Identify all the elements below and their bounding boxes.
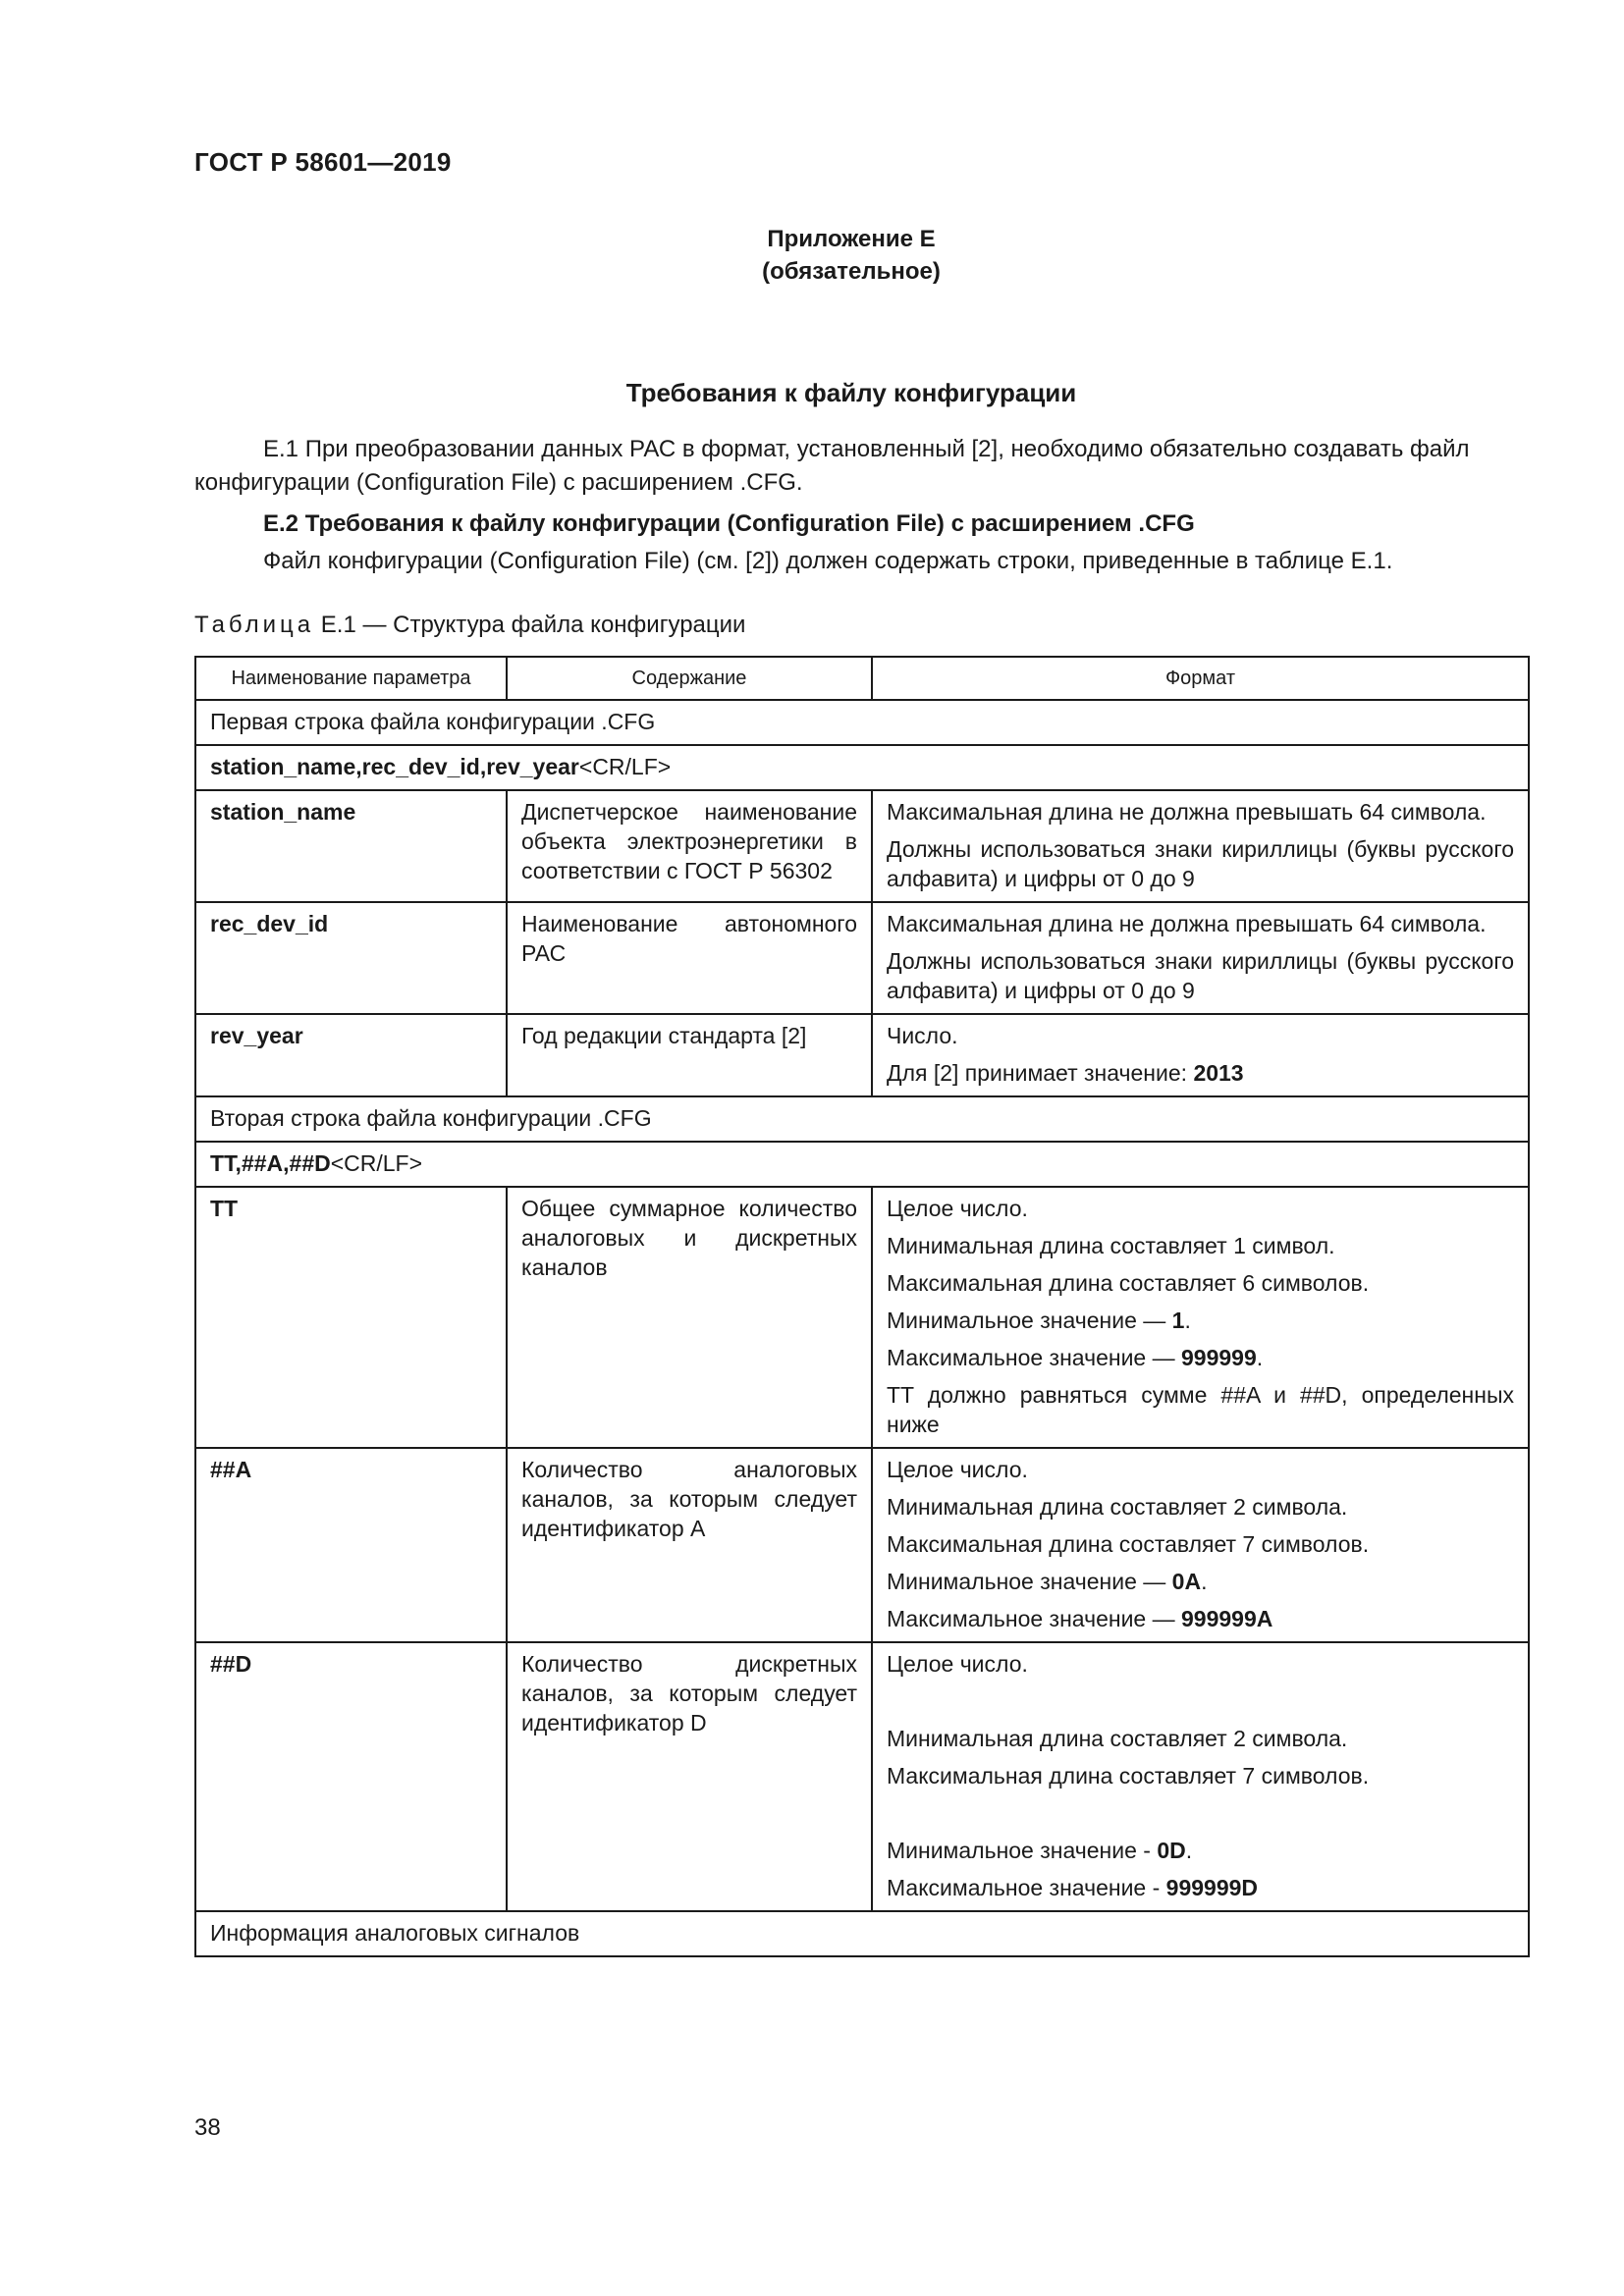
- format-value: 2013: [1193, 1060, 1244, 1086]
- param-content: Общее суммарное количество аналоговых и дискретных каналов: [507, 1187, 872, 1448]
- section-analog-info: Информация аналоговых сигналов: [195, 1911, 1529, 1956]
- format-line: Число.: [887, 1023, 958, 1048]
- section-row-first-line: [195, 700, 1529, 745]
- format-text: .: [1185, 1838, 1193, 1863]
- format-line: Минимальная длина составляет 2 символа.: [887, 1726, 1348, 1751]
- appendix-title: Приложение Е: [767, 226, 936, 252]
- line-format-row-1: [195, 745, 1529, 790]
- format-line: Должны использоваться знаки кириллицы (буквы русского алфавита) и цифры от 0 до 9: [887, 948, 1514, 1003]
- param-format: [872, 1014, 1529, 1096]
- section-second-line: Вторая строка файла конфигурации .CFG: [195, 1096, 1529, 1142]
- format-text: .: [1201, 1569, 1208, 1594]
- line1-fields: station_name,rec_dev_id,rev_year: [210, 754, 579, 779]
- param-name: ##D: [195, 1642, 507, 1911]
- table-caption-prefix: Таблица: [194, 612, 315, 638]
- paragraph-e1: Е.1 При преобразовании данных РАС в формат, установленный [2], необходимо обязательно создавать файл конфигурации (Configuration File) с расширением .CFG.: [194, 436, 1470, 496]
- format-text: Для [2] принимает значение:: [887, 1060, 1194, 1086]
- param-content: Количество дискретных каналов, за которым следует идентификатор D: [507, 1642, 872, 1911]
- format-line: Максимальная длина не должна превышать 64 символа.: [887, 911, 1487, 936]
- table-row-analog-count: [195, 1448, 1529, 1642]
- section-row-analog-info: [195, 1911, 1529, 1956]
- param-name: rec_dev_id: [195, 902, 507, 1014]
- format-line: [887, 1306, 1514, 1335]
- line2-fields: TT,##A,##D: [210, 1150, 331, 1176]
- table-row-rec-dev-id: [195, 902, 1529, 1014]
- param-content: Год редакции стандарта [2]: [507, 1014, 872, 1096]
- param-content: Количество аналоговых каналов, за которым следует идентификатор А: [507, 1448, 872, 1642]
- line1-terminator: <CR/LF>: [578, 754, 672, 779]
- header-parameter-name: Наименование параметра: [195, 657, 507, 700]
- format-value: 1: [1171, 1308, 1185, 1333]
- param-format: [872, 1642, 1529, 1911]
- format-value: 999999D: [1165, 1875, 1259, 1900]
- format-text: .: [1184, 1308, 1191, 1333]
- table-header-row: [195, 657, 1529, 700]
- format-text: Максимальное значение -: [887, 1875, 1166, 1900]
- format-line: Минимальная длина составляет 1 символ.: [887, 1233, 1335, 1258]
- header-content: Содержание: [507, 657, 872, 700]
- config-structure-table: [194, 656, 1530, 1957]
- format-value: 999999: [1181, 1345, 1257, 1370]
- format-text: Минимальное значение —: [887, 1308, 1172, 1333]
- format-line: Максимальная длина составляет 6 символов.: [887, 1270, 1370, 1296]
- param-name: rev_year: [195, 1014, 507, 1096]
- format-line: Целое число.: [887, 1651, 1028, 1677]
- param-format: [872, 1448, 1529, 1642]
- table-row-rev-year: [195, 1014, 1529, 1096]
- table-caption: [194, 612, 745, 639]
- document-standard-number: ГОСТ Р 58601—2019: [194, 147, 452, 177]
- param-format: [872, 790, 1529, 902]
- paragraph-e2-heading: Е.2 Требования к файлу конфигурации (Configuration File) с расширением .CFG: [263, 510, 1195, 537]
- format-line: Максимальная длина составляет 7 символов.: [887, 1763, 1370, 1789]
- line2-terminator: <CR/LF>: [330, 1150, 423, 1176]
- param-format: [872, 902, 1529, 1014]
- format-text: Максимальное значение —: [887, 1345, 1181, 1370]
- section-row-second-line: [195, 1096, 1529, 1142]
- appendix-status: (обязательное): [762, 258, 941, 285]
- table-row-tt: [195, 1187, 1529, 1448]
- format-value: 999999A: [1181, 1606, 1273, 1631]
- param-name: TT: [195, 1187, 507, 1448]
- section-title: Требования к файлу конфигурации: [625, 378, 1077, 407]
- line2-format: [195, 1142, 1529, 1187]
- format-line: [887, 1604, 1514, 1633]
- format-line: Целое число.: [887, 1196, 1028, 1221]
- table-caption-text: Е.1 — Структура файла конфигурации: [314, 612, 746, 638]
- line-format-row-2: [195, 1142, 1529, 1187]
- format-text: Максимальное значение —: [887, 1606, 1181, 1631]
- param-name: station_name: [195, 790, 507, 902]
- format-line: Целое число.: [887, 1457, 1028, 1482]
- format-value: 0A: [1171, 1569, 1202, 1594]
- page-number: 38: [194, 2114, 221, 2141]
- format-line: [887, 1567, 1514, 1596]
- format-line: [887, 1058, 1514, 1088]
- format-line: TT должно равняться сумме ##A и ##D, определенных ниже: [887, 1382, 1514, 1437]
- param-name: ##A: [195, 1448, 507, 1642]
- line1-format: [195, 745, 1529, 790]
- format-line: Максимальная длина составляет 7 символов.: [887, 1531, 1370, 1557]
- param-content: Диспетчерское наименование объекта электроэнергетики в соответствии с ГОСТ Р 56302: [507, 790, 872, 902]
- format-line: [887, 1343, 1514, 1372]
- param-format: [872, 1187, 1529, 1448]
- section-first-line: Первая строка файла конфигурации .CFG: [195, 700, 1529, 745]
- format-line: [887, 1873, 1514, 1902]
- format-line: Должны использоваться знаки кириллицы (буквы русского алфавита) и цифры от 0 до 9: [887, 836, 1514, 891]
- header-format: Формат: [872, 657, 1529, 700]
- format-value: 0D: [1157, 1838, 1186, 1863]
- format-text: .: [1256, 1345, 1264, 1370]
- paragraph-e2-text: Файл конфигурации (Configuration File) (см. [2]) должен содержать строки, приведенные в таблице Е.1.: [263, 548, 1393, 574]
- format-line: Максимальная длина не должна превышать 64 символа.: [887, 799, 1487, 825]
- format-text: Минимальное значение —: [887, 1569, 1172, 1594]
- format-text: Минимальное значение -: [887, 1838, 1158, 1863]
- table-row-discrete-count: [195, 1642, 1529, 1911]
- table-row-station-name: [195, 790, 1529, 902]
- format-line: Минимальная длина составляет 2 символа.: [887, 1494, 1348, 1520]
- param-content: Наименование автономного РАС: [507, 902, 872, 1014]
- format-line: [887, 1836, 1514, 1865]
